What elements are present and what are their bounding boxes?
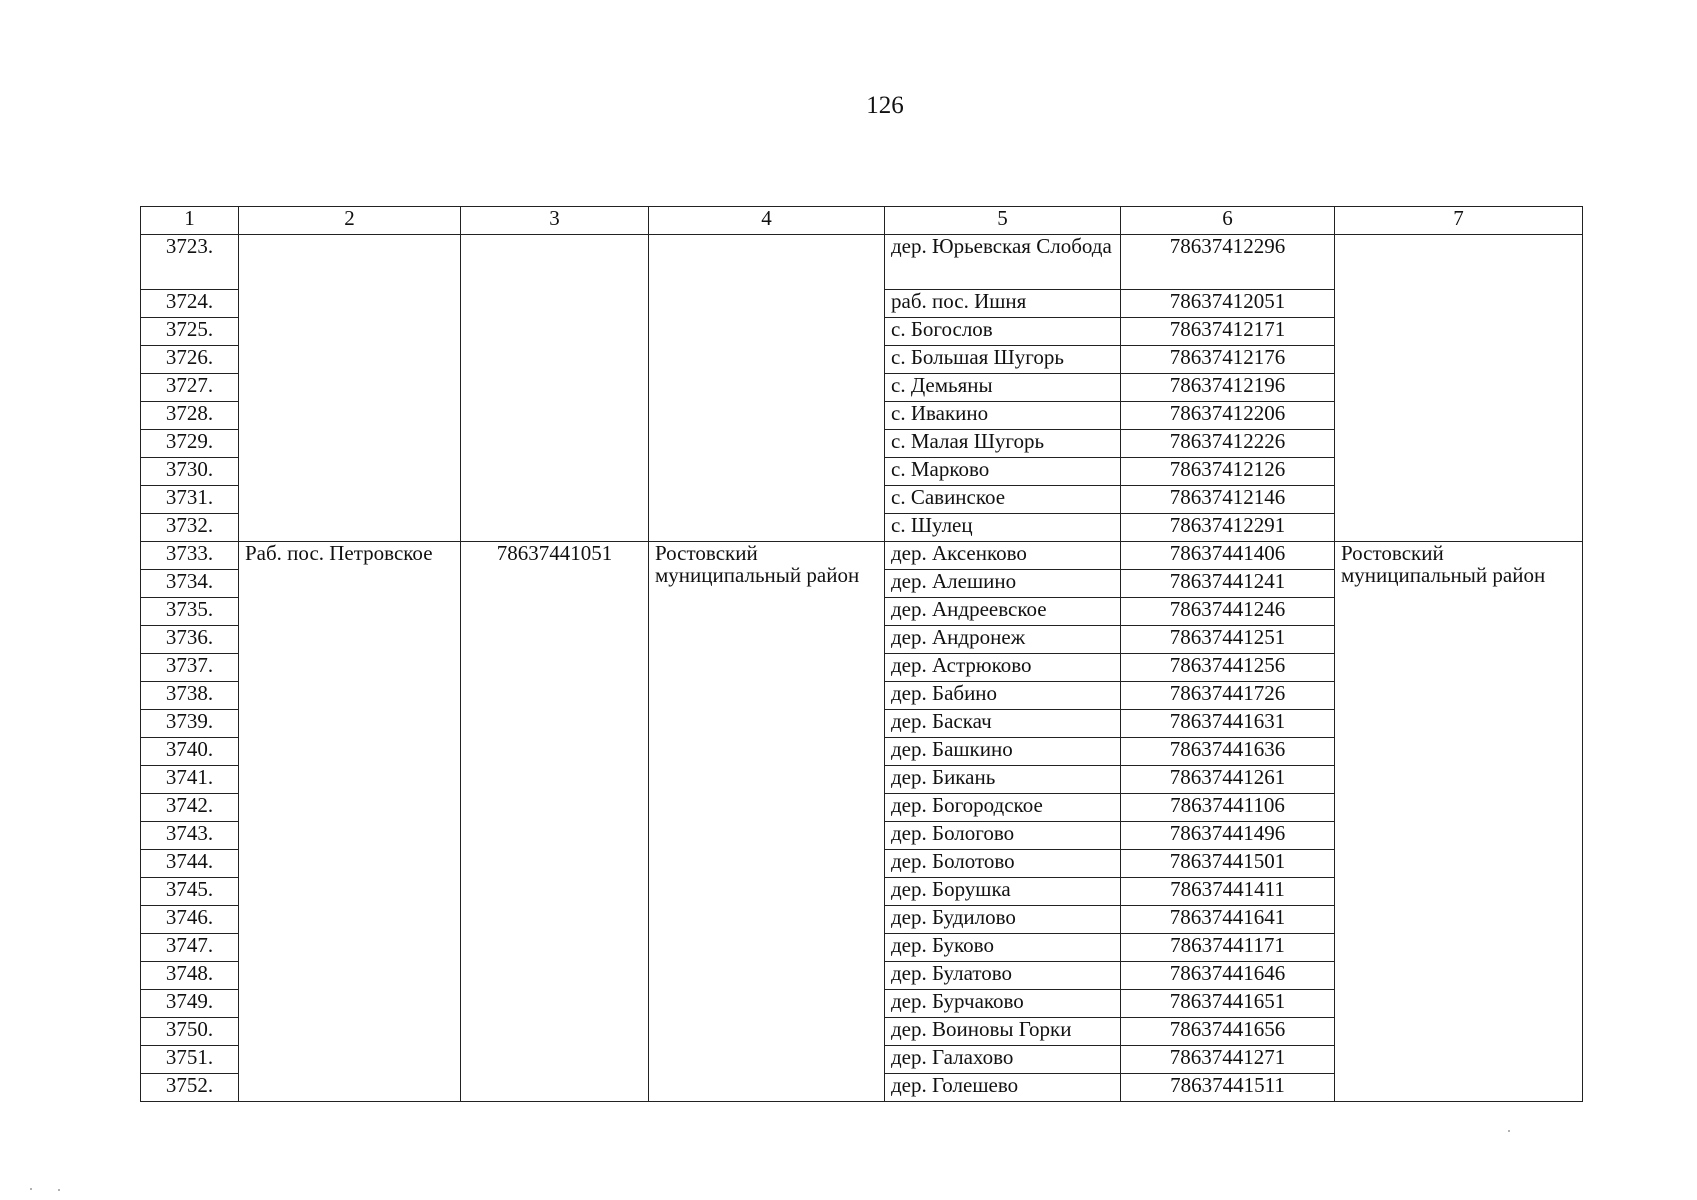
oktmo-code: 78637412171	[1121, 318, 1335, 346]
row-number: 3733.	[141, 542, 239, 570]
locality-name: дер. Галахово	[885, 1046, 1121, 1074]
locality-name: дер. Бурчаково	[885, 990, 1121, 1018]
row-number: 3745.	[141, 878, 239, 906]
oktmo-code: 78637412126	[1121, 458, 1335, 486]
table-row	[141, 542, 1583, 570]
locality-name: дер. Юрьевская Слобода	[885, 235, 1121, 290]
header-cell: 4	[649, 207, 885, 235]
oktmo-code: 78637441271	[1121, 1046, 1335, 1074]
row-number: 3730.	[141, 458, 239, 486]
row-number: 3750.	[141, 1018, 239, 1046]
oktmo-code: 78637441631	[1121, 710, 1335, 738]
oktmo-code: 78637441241	[1121, 570, 1335, 598]
row-number: 3725.	[141, 318, 239, 346]
group-col2: Раб. пос. Петровское	[239, 542, 461, 1102]
row-number: 3738.	[141, 682, 239, 710]
oktmo-code: 78637441646	[1121, 962, 1335, 990]
oktmo-code: 78637441641	[1121, 906, 1335, 934]
locality-name: дер. Болотово	[885, 850, 1121, 878]
locality-name: с. Богослов	[885, 318, 1121, 346]
oktmo-code: 78637412206	[1121, 402, 1335, 430]
group-col4: Ростовский муниципальный район	[649, 542, 885, 1102]
group-col3: 78637441051	[461, 542, 649, 1102]
oktmo-code: 78637441251	[1121, 626, 1335, 654]
group-col2	[239, 235, 461, 542]
scan-speck	[30, 1188, 32, 1190]
row-number: 3737.	[141, 654, 239, 682]
settlements-table	[140, 206, 1583, 1102]
locality-name: дер. Андреевское	[885, 598, 1121, 626]
locality-name: раб. пос. Ишня	[885, 290, 1121, 318]
oktmo-code: 78637412176	[1121, 346, 1335, 374]
oktmo-code: 78637441501	[1121, 850, 1335, 878]
oktmo-code: 78637441246	[1121, 598, 1335, 626]
locality-name: дер. Алешино	[885, 570, 1121, 598]
oktmo-code: 78637441511	[1121, 1074, 1335, 1102]
row-number: 3741.	[141, 766, 239, 794]
row-number: 3746.	[141, 906, 239, 934]
locality-name: с. Ивакино	[885, 402, 1121, 430]
row-number: 3736.	[141, 626, 239, 654]
locality-name: дер. Андронеж	[885, 626, 1121, 654]
locality-name: дер. Аксенково	[885, 542, 1121, 570]
locality-name: дер. Бологово	[885, 822, 1121, 850]
row-number: 3729.	[141, 430, 239, 458]
oktmo-code: 78637441406	[1121, 542, 1335, 570]
locality-name: с. Савинское	[885, 486, 1121, 514]
row-number: 3743.	[141, 822, 239, 850]
row-number: 3744.	[141, 850, 239, 878]
header-cell: 7	[1335, 207, 1583, 235]
oktmo-code: 78637441636	[1121, 738, 1335, 766]
oktmo-code: 78637441411	[1121, 878, 1335, 906]
header-cell: 2	[239, 207, 461, 235]
page-number: 126	[866, 92, 904, 119]
locality-name: дер. Башкино	[885, 738, 1121, 766]
header-cell: 6	[1121, 207, 1335, 235]
locality-name: дер. Борушка	[885, 878, 1121, 906]
locality-name: с. Малая Шугорь	[885, 430, 1121, 458]
header-cell: 1	[141, 207, 239, 235]
oktmo-code: 78637412291	[1121, 514, 1335, 542]
locality-name: дер. Буково	[885, 934, 1121, 962]
row-number: 3742.	[141, 794, 239, 822]
row-number: 3751.	[141, 1046, 239, 1074]
row-number: 3723.	[141, 235, 239, 290]
row-number: 3731.	[141, 486, 239, 514]
oktmo-code: 78637441656	[1121, 1018, 1335, 1046]
locality-name: дер. Голешево	[885, 1074, 1121, 1102]
row-number: 3740.	[141, 738, 239, 766]
row-number: 3747.	[141, 934, 239, 962]
header-row	[141, 207, 1583, 235]
oktmo-code: 78637441651	[1121, 990, 1335, 1018]
locality-name: дер. Баскач	[885, 710, 1121, 738]
locality-name: дер. Бикань	[885, 766, 1121, 794]
header-cell: 5	[885, 207, 1121, 235]
oktmo-code: 78637412196	[1121, 374, 1335, 402]
oktmo-code: 78637441496	[1121, 822, 1335, 850]
table-row	[141, 235, 1583, 290]
locality-name: дер. Астрюково	[885, 654, 1121, 682]
row-number: 3726.	[141, 346, 239, 374]
oktmo-code: 78637441171	[1121, 934, 1335, 962]
oktmo-code: 78637412051	[1121, 290, 1335, 318]
locality-name: с. Демьяны	[885, 374, 1121, 402]
oktmo-code: 78637441256	[1121, 654, 1335, 682]
row-number: 3728.	[141, 402, 239, 430]
row-number: 3749.	[141, 990, 239, 1018]
row-number: 3727.	[141, 374, 239, 402]
locality-name: с. Марково	[885, 458, 1121, 486]
row-number: 3739.	[141, 710, 239, 738]
locality-name: с. Шулец	[885, 514, 1121, 542]
oktmo-code: 78637441106	[1121, 794, 1335, 822]
table-body	[141, 207, 1583, 1102]
group-col7: Ростовский муниципальный район	[1335, 542, 1583, 1102]
oktmo-code: 78637441726	[1121, 682, 1335, 710]
group-col3	[461, 235, 649, 542]
row-number: 3734.	[141, 570, 239, 598]
scan-speck	[1508, 1130, 1510, 1132]
row-number: 3735.	[141, 598, 239, 626]
row-number: 3732.	[141, 514, 239, 542]
locality-name: дер. Будилово	[885, 906, 1121, 934]
scan-speck	[58, 1189, 60, 1191]
header-cell: 3	[461, 207, 649, 235]
locality-name: дер. Воиновы Горки	[885, 1018, 1121, 1046]
oktmo-code: 78637412226	[1121, 430, 1335, 458]
locality-name: дер. Булатово	[885, 962, 1121, 990]
row-number: 3748.	[141, 962, 239, 990]
group-col7	[1335, 235, 1583, 542]
oktmo-code: 78637412296	[1121, 235, 1335, 290]
oktmo-code: 78637441261	[1121, 766, 1335, 794]
locality-name: с. Большая Шугорь	[885, 346, 1121, 374]
row-number: 3724.	[141, 290, 239, 318]
row-number: 3752.	[141, 1074, 239, 1102]
oktmo-code: 78637412146	[1121, 486, 1335, 514]
group-col4	[649, 235, 885, 542]
locality-name: дер. Бабино	[885, 682, 1121, 710]
locality-name: дер. Богородское	[885, 794, 1121, 822]
